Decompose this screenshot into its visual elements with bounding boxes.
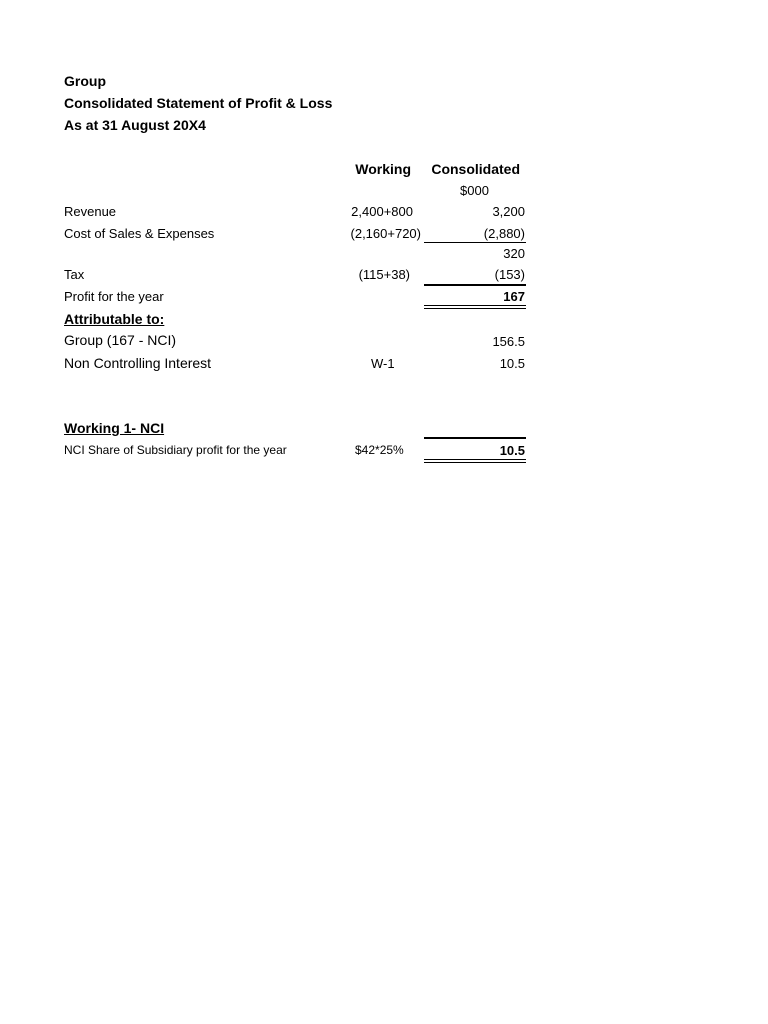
profit-double-rule-1 [424,305,526,306]
working1-heading: Working 1- NCI [64,420,165,436]
column-header-working: Working [355,161,411,177]
working1-double-rule-2 [424,462,526,463]
column-unit: $000 [460,183,489,198]
row-value-profit: 167 [503,289,525,304]
attributable-heading: Attributable to: [64,311,165,327]
working1-working: $42*25% [355,443,404,457]
column-header-consolidated: Consolidated [431,161,520,177]
group-label: Group (167 - NCI) [64,332,177,348]
row-value-tax: (153) [494,267,525,282]
profit-top-rule [424,284,526,286]
row-working-cost-of-sales: (2,160+720) [350,226,421,241]
row-value-subtotal: 320 [503,246,525,261]
group-value: 156.5 [492,334,525,349]
nci-working: W-1 [371,356,395,371]
row-working-revenue: 2,400+800 [351,204,413,219]
nci-value: 10.5 [499,356,525,371]
title-statement: Consolidated Statement of Profit & Loss [64,95,333,111]
working1-value: 10.5 [499,443,525,458]
row-label-revenue: Revenue [64,204,117,219]
row-value-cost-of-sales: (2,880) [483,226,525,241]
row-label-tax: Tax [64,267,85,282]
row-value-revenue: 3,200 [492,204,525,219]
subtotal-rule [424,242,526,243]
row-label-profit: Profit for the year [64,289,164,304]
row-working-tax: (115+38) [358,267,410,282]
nci-label: Non Controlling Interest [64,355,212,371]
title-date: As at 31 August 20X4 [64,117,206,133]
title-group: Group [64,73,106,89]
working1-label: NCI Share of Subsidiary profit for the year [64,443,287,457]
working1-top-rule [424,437,526,439]
profit-double-rule-2 [424,308,526,309]
working1-double-rule-1 [424,459,526,460]
row-label-cost-of-sales: Cost of Sales & Expenses [64,226,215,241]
